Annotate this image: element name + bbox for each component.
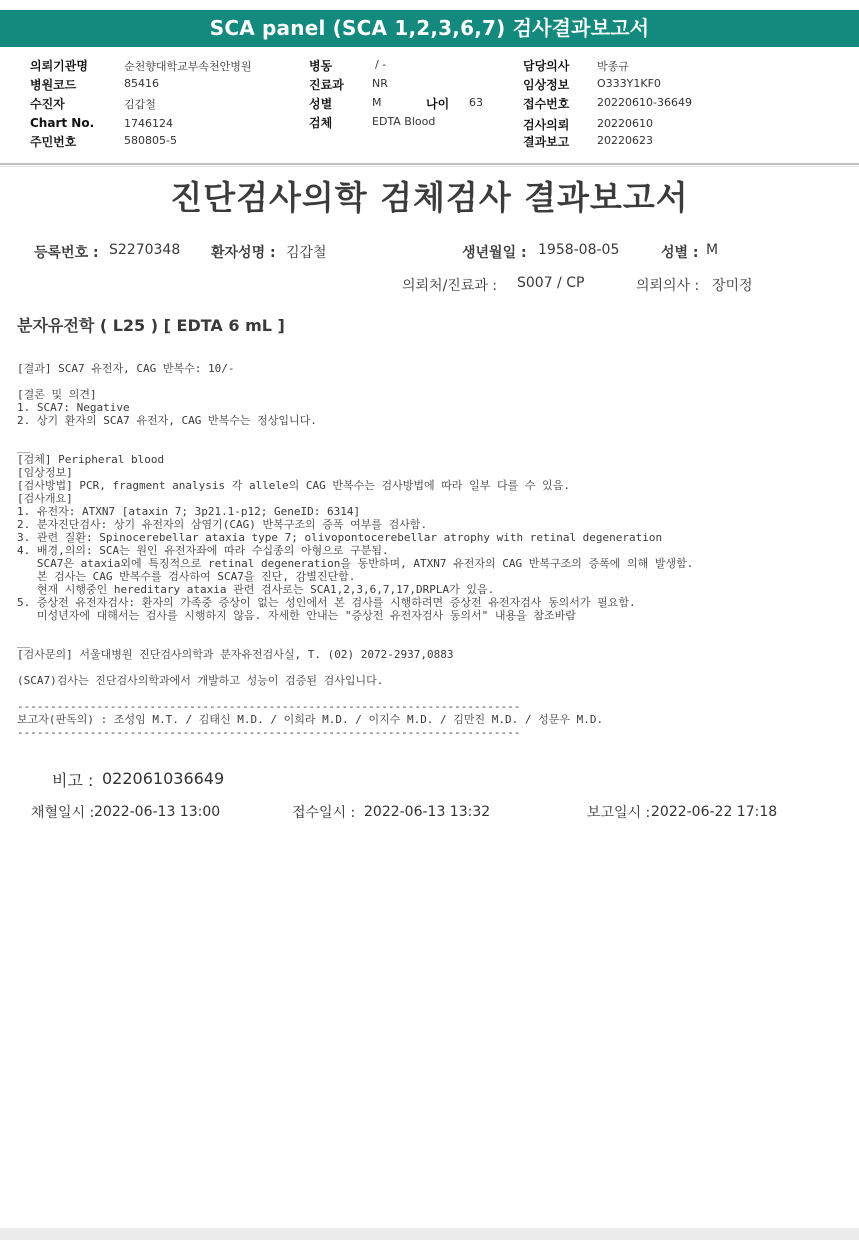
receipt-datetime-label: 접수일시 : [292,805,356,821]
result-line: ---------------------------------------------------------------------------- [17,726,521,739]
ward-label: 병동 [309,59,333,73]
clinical-info-value: O333Y1KF0 [597,77,661,90]
receipt-datetime-value: 2022-06-13 13:32 [364,804,491,820]
result-line: 1. SCA7: Negative [17,401,130,414]
department-value: NR [372,77,388,90]
note-label: 비고 : [52,771,94,790]
age-label: 나이 [426,97,450,111]
result-line: 4. 배경,의의: SCA는 원인 유전자좌에 따라 수십종의 아형으로 구분됨. [17,544,389,557]
registration-no-label: 등록번호 : [34,245,99,261]
resident-no-value: 580805-5 [124,134,177,147]
result-line: 1. 유전자: ATXN7 [ataxin 7; 3p21.1-p12; GeneID: 6314] [17,505,361,518]
requesting-dept-label: 의뢰처/진료과 : [402,278,498,294]
result-line [17,375,693,388]
receipt-no-value: 20220610-36649 [597,96,692,109]
gender-value: M [706,242,719,258]
request-date-label: 검사의뢰 [523,118,570,132]
patient-name-value: 김갑철 [286,245,327,261]
header-divider [0,163,859,165]
hospital-code-label: 병원코드 [30,78,77,92]
result-line: __ [17,440,31,453]
note-value: 022061036649 [102,769,225,788]
result-line: 본 검사는 CAG 반복수를 검사하여 SCA7을 진단, 감별진단함. [17,570,356,583]
result-line: [검사개요] [17,492,73,505]
result-line: [검사방법] PCR, fragment analysis 각 allele의 CAG 반복수는 검사방법에 따라 일부 다를 수 있음. [17,479,571,492]
chart-no-label: Chart No. [30,116,95,130]
result-line: (SCA7)검사는 진단검사의학과에서 개발하고 성능이 검증된 검사입니다. [17,674,384,687]
report-banner-title: SCA panel (SCA 1,2,3,6,7) 검사결과보고서 [0,10,859,47]
page-bottom-band [0,1228,859,1240]
requesting-doctor-label: 의뢰의사 : [636,278,700,294]
collection-datetime-label: 채혈일시 : [31,805,95,821]
patient-value: 김갑철 [124,98,156,111]
hospital-code-value: 85416 [124,77,159,90]
patient-name-label: 환자성명 : [211,245,276,261]
result-line: [검체] Peripheral blood [17,453,165,466]
report-datetime-label: 보고일시 : [587,805,651,821]
report-title: 진단검사의학 검체검사 결과보고서 [170,178,689,217]
result-line: 보고자(판독의) : 조성임 M.T. / 김태신 M.D. / 이희라 M.D. / 이지수 M.D. / 김만진 M.D. / 성문우 M.D. [17,713,604,726]
result-line: [결론 및 의견] [17,388,97,401]
result-line: SCA7은 ataxia외에 특징적으로 retinal degeneration을 동반하며, ATXN7 유전자의 CAG 반복구조의 증폭에 의해 발생함. [17,557,694,570]
request-date-value: 20220610 [597,117,653,130]
gender-label: 성별 : [661,245,699,261]
institution-label: 의뢰기관명 [30,59,88,73]
result-line [17,661,693,674]
birthdate-label: 생년월일 : [462,245,527,261]
result-report-value: 20220623 [597,134,653,147]
specimen-value: EDTA Blood [372,115,436,128]
registration-no-value: S2270348 [109,242,181,258]
result-line [17,687,693,700]
result-line: [임상정보] [17,466,73,479]
collection-datetime-value: 2022-06-13 13:00 [94,804,221,820]
report-datetime-value: 2022-06-22 17:18 [651,804,778,820]
resident-no-label: 주민번호 [30,135,77,149]
result-line: 3. 관련 질환: Spinocerebellar ataxia type 7; olivopontocerebellar atrophy with retinal degeneration [17,531,663,544]
age-value: 63 [469,96,483,109]
result-report-label: 결과보고 [523,135,570,149]
department-label: 진료과 [309,78,344,92]
specimen-label: 검체 [309,116,333,130]
result-line [17,427,693,440]
chart-no-value: 1746124 [124,117,173,130]
result-line: 5. 증상전 유전자검사: 환자의 가족중 증상이 없는 성인에서 본 검사를 시행하려면 증상전 유전자검사 동의서가 필요함. [17,596,636,609]
result-line: 2. 상기 환자의 SCA7 유전자, CAG 반복수는 정상입니다. [17,414,317,427]
header-divider-shadow [0,166,859,167]
result-line: 미성년자에 대해서는 검사를 시행하지 않음. 자세한 안내는 "증상전 유전자검사 동의서" 내용을 참조바람 [17,609,576,622]
section-title: 분자유전학 ( L25 ) [ EDTA 6 mL ] [17,316,285,335]
patient-label: 수진자 [30,97,65,111]
result-line: 2. 분자진단검사: 상기 유전자의 삼염기(CAG) 반복구조의 증폭 여부를 검사함. [17,518,428,531]
ward-value: / - [375,58,387,71]
result-line: [결과] SCA7 유전자, CAG 반복수: 10/- [17,362,235,375]
result-line: 현재 시행중인 hereditary ataxia 관련 검사로는 SCA1,2,3,6,7,17,DRPLA가 있음. [17,583,495,596]
requesting-dept-value: S007 / CP [517,275,585,291]
receipt-no-label: 접수번호 [523,97,570,111]
result-line: __ [17,635,31,648]
sex-value: M [372,96,382,109]
sex-label: 성별 [309,97,333,111]
result-line: ---------------------------------------------------------------------------- [17,700,521,713]
birthdate-value: 1958-08-05 [538,242,620,258]
requesting-doctor-value: 장미정 [712,278,753,294]
clinical-info-label: 임상정보 [523,78,570,92]
attending-doctor-value: 박종규 [597,60,629,73]
result-line: [검사문의] 서울대병원 진단검사의학과 분자유전검사실, T. (02) 2072-2937,0883 [17,648,454,661]
result-body [17,362,693,739]
institution-value: 순천향대학교부속천안병원 [124,60,252,73]
result-line [17,622,693,635]
attending-doctor-label: 담당의사 [523,59,570,73]
